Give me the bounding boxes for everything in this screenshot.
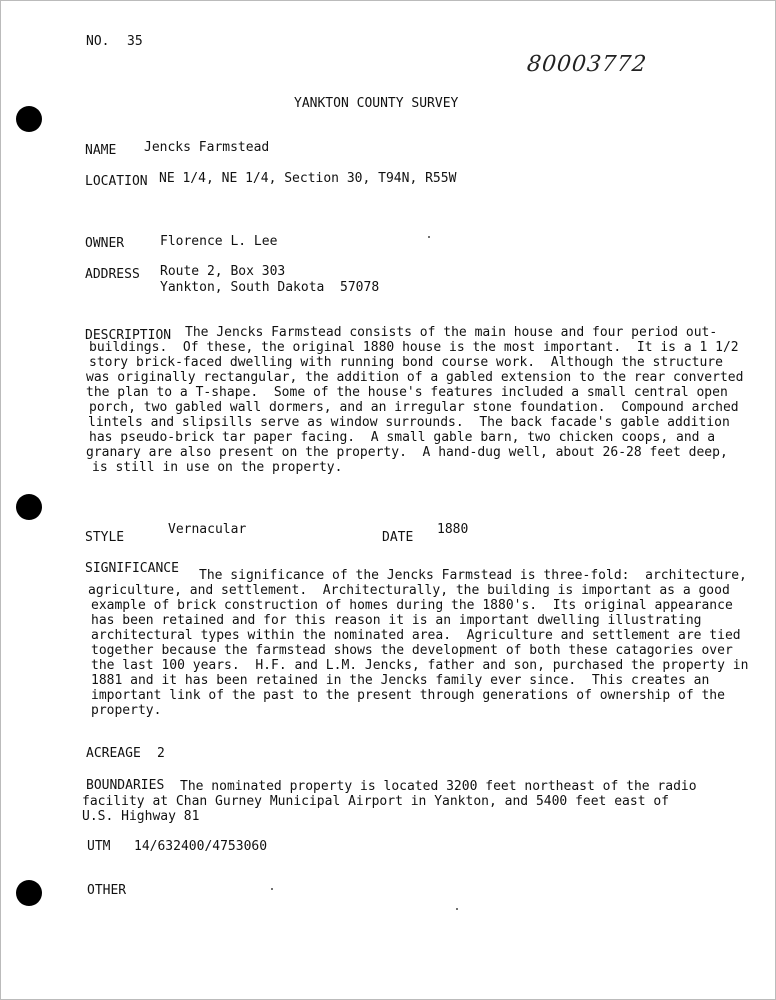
description-line: granary are also present on the property. A hand-dug well, about 26-28 feet deep, (86, 445, 728, 460)
significance-line: property. (91, 703, 162, 718)
description-line: The Jencks Farmstead consists of the main house and four period out- (185, 325, 718, 340)
address-label: ADDRESS (85, 267, 140, 282)
scan-speck (456, 908, 458, 910)
name-value: Jencks Farmstead (144, 140, 270, 155)
significance-line: together because the farmstead shows the development of both these catagories over (91, 643, 733, 658)
acreage-value: 2 (157, 746, 165, 761)
date-label: DATE (382, 530, 414, 545)
description-line: has pseudo-brick tar paper facing. A small gable barn, two chicken coops, and a (89, 430, 716, 445)
description-line: buildings. Of these, the original 1880 house is the most important. It is a 1 1/2 (89, 340, 739, 355)
form-number-label: NO. (86, 34, 110, 49)
utm-label: UTM (87, 839, 111, 854)
significance-line: has been retained and for this reason it is an important dwelling illustrating (91, 613, 702, 628)
boundaries-label: BOUNDARIES (86, 778, 165, 793)
other-label: OTHER (87, 883, 127, 898)
location-label: LOCATION (85, 174, 148, 189)
boundaries-text (82, 779, 762, 824)
significance-line: The significance of the Jencks Farmstead is three-fold: architecture, (199, 568, 747, 583)
description-line: story brick-faced dwelling with running bond course work. Although the structure (89, 355, 723, 370)
address-line-1: Route 2, Box 303 (160, 264, 286, 279)
boundaries-line: The nominated property is located 3200 feet northeast of the radio (180, 779, 697, 794)
significance-line: 1881 and it has been retained in the Jencks family ever since. This creates an (91, 673, 710, 688)
significance-line: architectural types within the nominated area. Agriculture and settlement are tied (91, 628, 741, 643)
significance-line: important link of the past to the present through generations of ownership of the (91, 688, 725, 703)
date-value: 1880 (437, 522, 469, 537)
boundaries-line: facility at Chan Gurney Municipal Airport in Yankton, and 5400 feet east of (82, 794, 669, 809)
style-label: STYLE (85, 530, 125, 545)
acreage-label: ACREAGE (86, 746, 141, 761)
significance-label: SIGNIFICANCE (85, 561, 179, 576)
punch-hole-middle (16, 494, 42, 520)
significance-line: example of brick construction of homes during the 1880's. Its original appearance (91, 598, 733, 613)
boundaries-line: U.S. Highway 81 (82, 809, 200, 824)
form-number-value: 35 (127, 34, 143, 49)
significance-text (88, 568, 768, 718)
description-label: DESCRIPTION (85, 328, 172, 343)
document-title: YANKTON COUNTY SURVEY (294, 96, 459, 111)
description-line: lintels and slipsills serve as window surrounds. The back facade's gable addition (88, 415, 730, 430)
punch-hole-bottom (16, 880, 42, 906)
description-line: is still in use on the property. (92, 460, 343, 475)
style-value: Vernacular (168, 522, 247, 537)
owner-label: OWNER (85, 236, 125, 251)
name-label: NAME (85, 143, 117, 158)
description-text (86, 325, 766, 475)
significance-line: the last 100 years. H.F. and L.M. Jencks, father and son, purchased the property in (91, 658, 749, 673)
address-line-2: Yankton, South Dakota 57078 (160, 280, 380, 295)
utm-value: 14/632400/4753060 (134, 839, 268, 854)
description-line: was originally rectangular, the addition of a gabled extension to the rear converted (86, 370, 744, 385)
scan-speck (271, 888, 273, 890)
description-line: porch, two gabled wall dormers, and an irregular stone foundation. Compound arched (89, 400, 739, 415)
description-line: the plan to a T-shape. Some of the house's features included a small central open (86, 385, 728, 400)
punch-hole-top (16, 106, 42, 132)
significance-line: agriculture, and settlement. Architecturally, the building is important as a good (88, 583, 730, 598)
owner-value: Florence L. Lee (160, 234, 278, 249)
handwritten-reference-number: 80003772 (525, 52, 649, 77)
scan-speck (428, 236, 430, 238)
location-value: NE 1/4, NE 1/4, Section 30, T94N, R55W (159, 171, 457, 186)
